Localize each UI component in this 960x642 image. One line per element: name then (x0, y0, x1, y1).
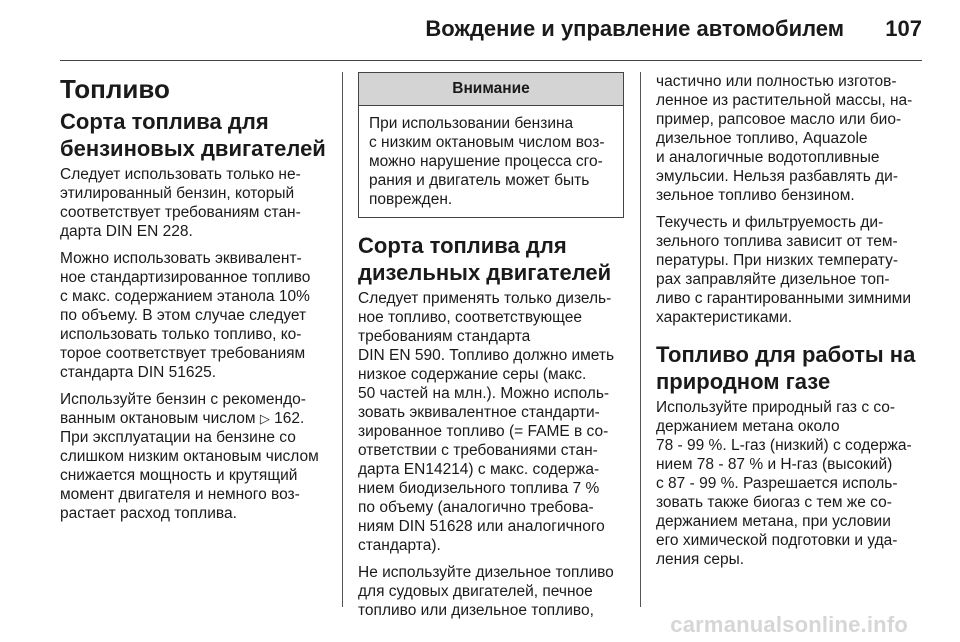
page-header (60, 0, 922, 61)
subsection-title-natural-gas: Топливо для работы на природном газе (656, 342, 916, 394)
notice-title: Внимание (359, 73, 623, 106)
notice-text: При использовании бензина с низким октановым числом воз- можно нарушение процесса сго- рания и двигатель может быть поврежден. (369, 115, 605, 208)
column-divider (342, 72, 343, 607)
section-title: Топливо (60, 74, 170, 104)
reference-arrow-icon[interactable]: ▷ (259, 411, 270, 426)
column-left (60, 72, 326, 531)
column-middle (358, 72, 624, 628)
paragraph: Не используйте дизельное топливо для судовых двигателей, печное топливо или дизельное топливо, (358, 564, 614, 619)
paragraph: Следует применять только дизель- ное топливо, соответствующее требованиям стандарта DIN EN 590. Топливо должно иметь низкое содержание серы (макс. 50 частей на млн.). Можно исполь- зовать эквивалентное стандарти- зированное топливо (= FAME в со- ответствии с требованиями стан- дарта EN14214) с макс. содержа- нием биодизельного топлива 7 % по объему (аналогично требова- ниям DIN 51628 или аналогичного стандарта). (358, 290, 615, 554)
page-number: 107 (885, 16, 922, 41)
subsection-title-diesel: Сорта топлива для дизельных двигателей (358, 233, 612, 285)
paragraph: Текучесть и фильтруемость ди- зельного топлива зависит от тем- пературы. При низких температу- рах заправляйте дизельное топ- ливо с гарантированными зимними характеристиками. (656, 214, 911, 326)
paragraph: частично или полностью изготов- ленное из растительной массы, на- пример, рапсовое масло или био- дизельное топливо, Aquazole и аналогичные водотопливные эмульсии. Нельзя разбавлять ди- зельное топливо бензином. (656, 73, 913, 204)
column-right (656, 72, 922, 577)
paragraph-text: 162. При эксплуатации на бензине со слишком низким октановым числом снижается мощность и крутящий момент двигателя и немного воз- растает расход топлива. (60, 410, 319, 522)
paragraph: Следует использовать только не- этилированный бензин, который соответствует требованиям стан- дарта DIN EN 228. (60, 166, 301, 240)
column-divider (640, 72, 641, 607)
subsection-title-petrol: Сорта топлива для бензиновых двигателей (60, 109, 326, 161)
paragraph: Используйте природный газ с со- держанием метана около 78 - 99 %. L-газ (низкий) с содержа- нием 78 - 87 % и H-газ (высокий) с 87 - 99 %. Разрешается исполь- зовать также биогаз с тем же со- держанием метана, при условии его химической подготовки и уда- ления серы. (656, 399, 912, 568)
notice-box (358, 72, 624, 218)
paragraph: Можно использовать эквивалент- ное стандартизированное топливо с макс. содержанием этанола 10% по объему. В этом случае следует использовать только топливо, ко- торое соответствует требованиям стандарта DIN 51625. (60, 250, 311, 381)
paragraph-octane (60, 390, 326, 523)
paragraph-text: Используйте бензин с рекомендо- ванным октановым числом (60, 391, 306, 427)
chapter-title: Вождение и управление автомобилем (425, 16, 844, 41)
watermark: carmanualsonline.info (670, 612, 908, 637)
